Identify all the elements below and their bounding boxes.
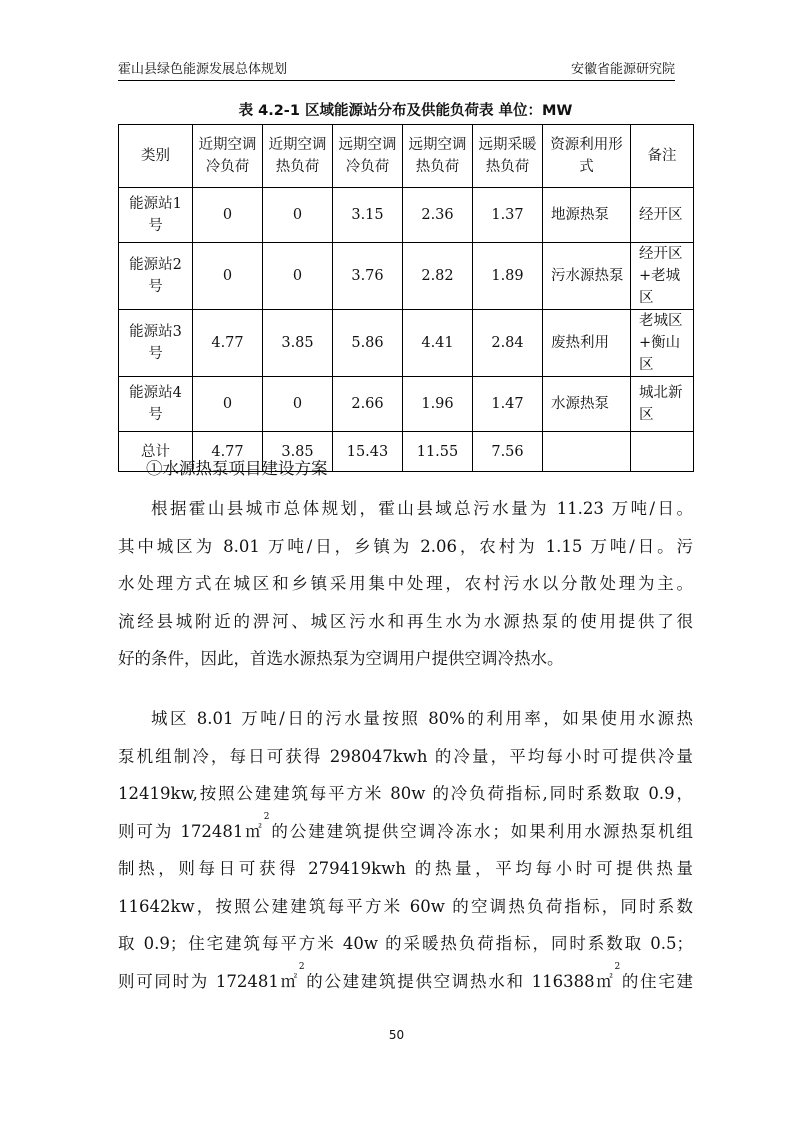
text-line: 制热，则每日可获得 279419kwh 的热量，平均每小时可提供热量 xyxy=(118,859,693,878)
header-cell: 远期采暖热负荷 xyxy=(473,125,543,188)
header-cell: 类别 xyxy=(119,125,193,188)
table-row xyxy=(119,310,694,377)
table-cell: 经开区+老城区 xyxy=(631,243,694,310)
table-cell: 能源站4号 xyxy=(119,377,193,432)
table-cell: 能源站1号 xyxy=(119,188,193,243)
table-cell: 地源热泵 xyxy=(543,188,631,243)
table-cell: 2.82 xyxy=(403,243,473,310)
text-line: 流经县城附近的淠河、城区污水和再生水为水源热泵的使用提供了很 xyxy=(118,611,693,631)
table-cell: 1.37 xyxy=(473,188,543,243)
table-cell: 能源站3号 xyxy=(119,310,193,377)
table-cell: 2.36 xyxy=(403,188,473,243)
table-cell: 5.86 xyxy=(333,310,403,377)
table-cell: 污水源热泵 xyxy=(543,243,631,310)
table-cell: 3.76 xyxy=(333,243,403,310)
text-line: 取 0.9；住宅建筑每平方米 40w 的采暖热负荷指标，同时系数取 0.5； xyxy=(118,934,693,953)
table-cell: 水源热泵 xyxy=(543,377,631,432)
header-cell: 资源利用形式 xyxy=(543,125,631,188)
table-cell: 4.77 xyxy=(193,310,263,377)
page-header xyxy=(118,56,675,81)
table-caption: 表 4.2-1 区域能源站分布及供能负荷表 单位：MW xyxy=(238,103,573,119)
table-cell: 城北新区 xyxy=(631,377,694,432)
paragraph-2 xyxy=(118,700,693,1000)
table-cell: 0 xyxy=(193,377,263,432)
table-row xyxy=(119,377,694,432)
table-cell: 4.77 xyxy=(193,432,263,472)
table-cell: 0 xyxy=(263,377,333,432)
table-cell: 2.84 xyxy=(473,310,543,377)
table-cell: 0 xyxy=(193,243,263,310)
text-line: 城区 8.01 万吨/日的污水量按照 80%的利用率，如果使用水源热 xyxy=(151,709,693,728)
table-cell: 0 xyxy=(193,188,263,243)
table-cell: 15.43 xyxy=(333,432,403,472)
text-line: 好的条件，因此，首选水源热泵为空调用户提供空调冷热水。 xyxy=(118,649,564,668)
table-cell: 3.15 xyxy=(333,188,403,243)
energy-station-table xyxy=(118,124,694,472)
text-line: 12419kw,按照公建建筑每平方米 80w 的冷负荷指标,同时系数取 0.9， xyxy=(118,784,693,803)
header-cell: 备注 xyxy=(631,125,694,188)
table-cell: 0 xyxy=(263,188,333,243)
header-cell: 远期空调热负荷 xyxy=(403,125,473,188)
table-cell: 1.89 xyxy=(473,243,543,310)
table-header-row xyxy=(119,125,694,188)
header-doc-title: 霍山县绿色能源发展总体规划 xyxy=(118,62,288,77)
table-cell: 11.55 xyxy=(403,432,473,472)
paragraph-1 xyxy=(118,490,693,678)
text-line: 水处理方式在城区和乡镇采用集中处理，农村污水以分散处理为主。 xyxy=(118,574,693,593)
text-span: 的公建建筑提供空调热水和 116388㎡ xyxy=(304,971,615,991)
text-line xyxy=(118,813,693,851)
header-cell: 远期空调冷负荷 xyxy=(333,125,403,188)
page-number: 50 xyxy=(388,1028,405,1042)
table-cell: 废热利用 xyxy=(543,310,631,377)
table-cell: 2.66 xyxy=(333,377,403,432)
text-span: 则可同时为 172481㎡ xyxy=(118,971,299,991)
table-row xyxy=(119,243,694,310)
text-span: 的住宅建 xyxy=(620,971,694,991)
table-cell: 1.47 xyxy=(473,377,543,432)
text-span: 则可为 172481㎡ xyxy=(118,821,264,841)
table-cell: 总计 xyxy=(119,432,193,472)
table-cell: 3.85 xyxy=(263,432,333,472)
superscript: 2 xyxy=(298,961,305,972)
table-cell: 0 xyxy=(263,243,333,310)
section-heading: ①水源热泵项目建设方案 xyxy=(146,459,328,478)
text-line: 11642kw，按照公建建筑每平方米 60w 的空调热负荷指标，同时系数 xyxy=(118,896,693,916)
table-cell: 经开区 xyxy=(631,188,694,243)
superscript: 2 xyxy=(614,961,621,972)
superscript: 2 xyxy=(263,811,270,822)
table-cell: 7.56 xyxy=(473,432,543,472)
table-row xyxy=(119,188,694,243)
text-line: 其中城区为 8.01 万吨/日，乡镇为 2.06，农村为 1.15 万吨/日。污 xyxy=(118,536,693,556)
text-line xyxy=(118,963,693,1001)
header-organization: 安徽省能源研究院 xyxy=(570,62,675,77)
text-line: 泵机组制冷，每日可获得 298047kwh 的冷量，平均每小时可提供冷量 xyxy=(118,746,693,766)
table-cell: 老城区+衡山区 xyxy=(631,310,694,377)
header-cell: 近期空调冷负荷 xyxy=(193,125,263,188)
table-cell: 1.96 xyxy=(403,377,473,432)
table-cell: 3.85 xyxy=(263,310,333,377)
text-line: 根据霍山县城市总体规划，霍山县域总污水量为 11.23 万吨/日。 xyxy=(151,499,693,518)
header-cell: 近期空调热负荷 xyxy=(263,125,333,188)
text-span: 的公建建筑提供空调冷冻水；如果利用水源热泵机组 xyxy=(269,821,694,841)
table-cell: 能源站2号 xyxy=(119,243,193,310)
table-cell: 4.41 xyxy=(403,310,473,377)
